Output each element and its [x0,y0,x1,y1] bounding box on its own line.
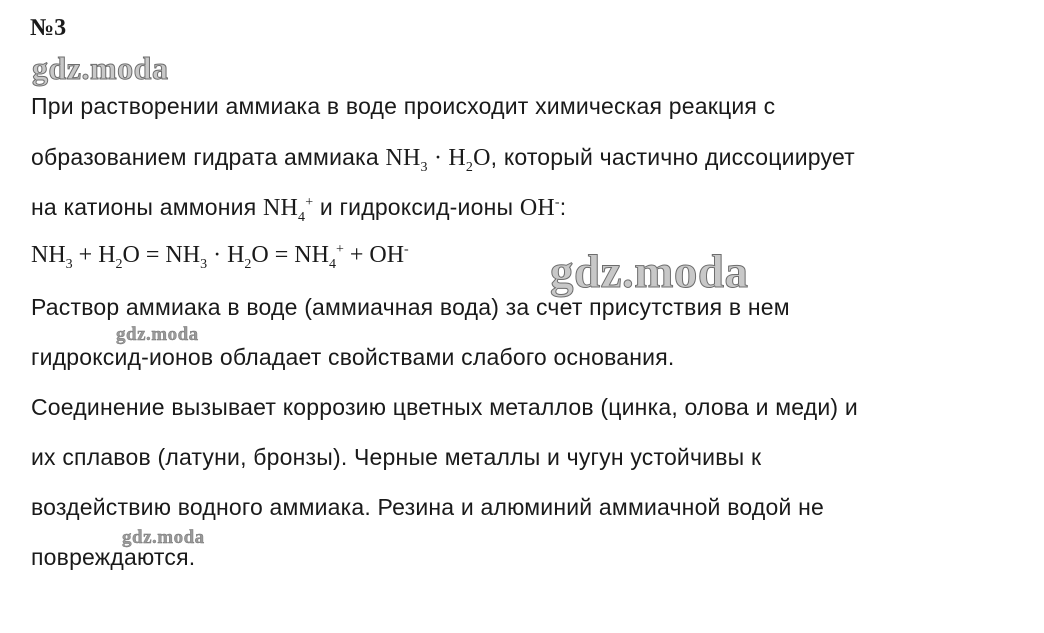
formula-superscript: + [305,195,314,210]
line-text: : [559,194,567,220]
paragraph-2-line-2: гидроксид-ионов обладает свойствами слабого основания. [31,344,675,370]
equation-part: O = NH [122,242,201,268]
formula-subscript: 3 [420,159,428,175]
paragraph-3-line-3: воздействию водного аммиака. Резина и алюминий аммиачной водой не [31,494,824,520]
equation-superscript: + [335,242,344,257]
watermark-logo-large: gdz.moda [550,246,749,298]
equation-part: NH [31,242,66,268]
line-text: и гидроксид-ионы [313,194,520,220]
paragraph-2-line-1: Раствор аммиака в воде (аммиачная вода) за счет присутствия в нем [31,294,790,320]
watermark-logo-small: gdz.moda [116,324,199,345]
equation-subscript: 4 [328,256,336,272]
ammonium-ion [262,195,314,225]
formula-subscript: 4 [298,209,306,225]
equation-subscript: 2 [244,256,252,272]
paragraph-3-line-2: их сплавов (латуни, бронзы). Черные металлы и чугун устойчивы к [31,444,762,470]
line-text: на катионы аммония [31,194,263,220]
paragraph-3-line-1: Соединение вызывает коррозию цветных металлов (цинка, олова и меди) и [31,394,858,420]
equation-superscript: - [404,242,409,257]
equation-part: + H [72,242,116,268]
equation-part: O = NH [251,242,329,268]
formula-subscript: 2 [465,159,474,175]
paragraph-1-line-3 [31,193,567,225]
hydroxide-ion [520,195,560,221]
formula-superscript: - [554,195,560,210]
equation-subscript: 3 [65,256,73,272]
ammonia-hydrate-formula [385,145,491,175]
watermark-logo-small-bottom: gdz.moda [122,527,205,548]
formula-part: OH [519,195,555,221]
task-number: №3 [30,15,67,41]
watermark-logo-top: gdz.moda [32,50,169,86]
equation-part: · H [207,242,245,268]
equation-subscript: 3 [200,256,208,272]
formula-part: · [427,145,449,171]
formula-part: H [448,145,466,171]
equation-subscript: 2 [115,256,123,272]
formula-part: NH [262,195,299,221]
formula-part: O [473,145,491,171]
equation-part: + OH [343,242,405,268]
paragraph-3-line-4: повреждаются. [31,544,196,570]
formula-part: NH [385,145,421,171]
paragraph-1-line-1: При растворении аммиака в воде происходит химическая реакция с [31,93,776,119]
reaction-equation [31,241,409,272]
line-text: образованием гидрата аммиака [31,144,386,170]
line-text: , который частично диссоциирует [490,144,855,170]
paragraph-1-line-2 [31,143,855,175]
